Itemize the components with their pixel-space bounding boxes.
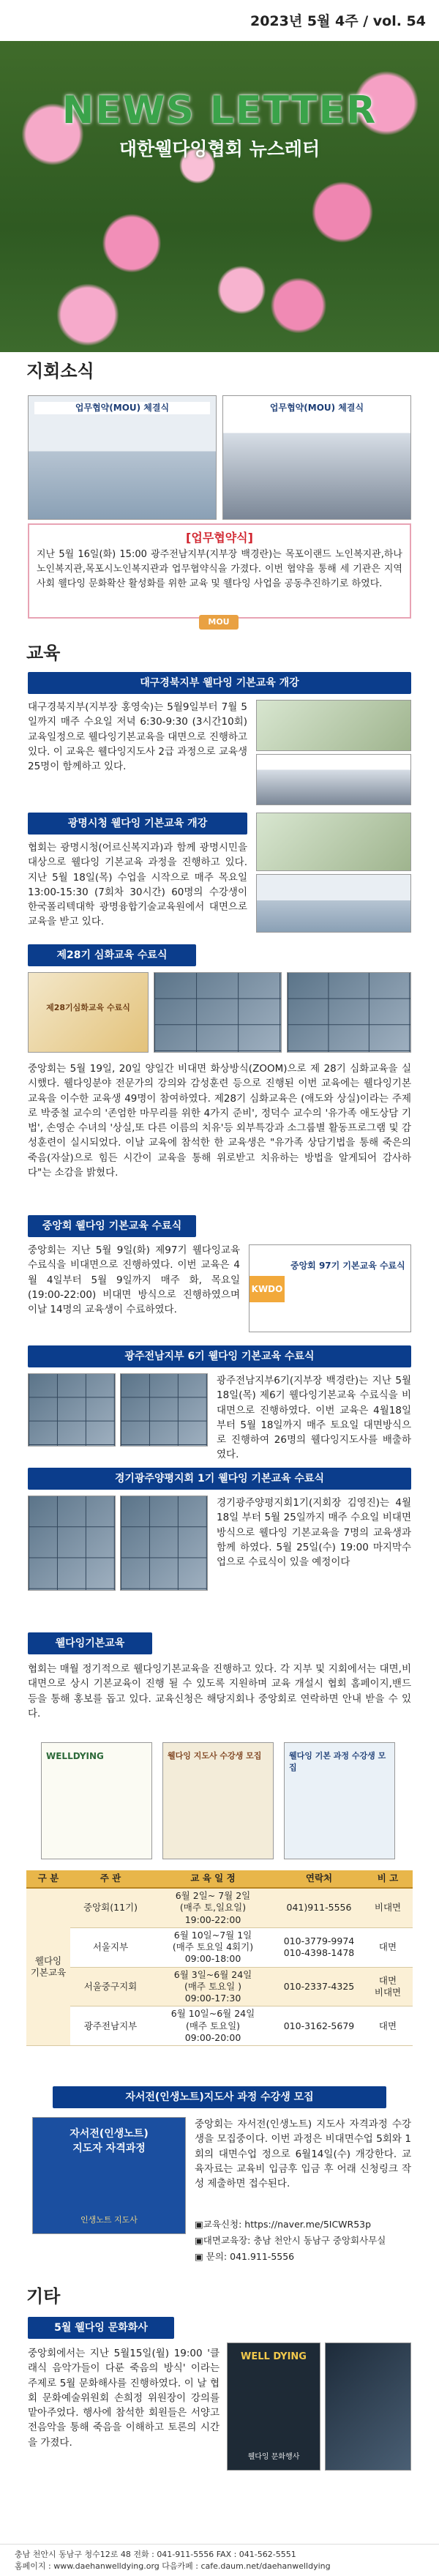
- table-cell-contact: 010-3779-9974 010-4398-1478: [275, 1927, 363, 1967]
- edu5-title: 광주전남지부 6기 웰다잉 기본교육 수료식: [28, 1345, 411, 1367]
- edu8-office: ▣대면교육장: 충남 천안시 동남구 중앙회사무실: [195, 2235, 386, 2246]
- newsletter-title: NEWS LETTER: [61, 89, 378, 132]
- mou-photo-1-banner: 업무협약(MOU) 체결식: [34, 402, 210, 414]
- edu2-title: 광명시청 웰다잉 기본교육 개강: [28, 813, 247, 835]
- etc1-photo: [325, 2342, 411, 2471]
- edu4-photo-banner: 중앙회 97기 기본교육 수료식: [290, 1261, 405, 1271]
- edu4-title: 중앙회 웰다잉 기본교육 수료식: [28, 1215, 196, 1237]
- edu7-poster-1-title: WELLDYING: [46, 1751, 104, 1761]
- edu3-title: 제28기 심화교육 수료식: [28, 944, 196, 966]
- table-cell-host: 서울지부: [70, 1927, 151, 1967]
- section-heading-news: 지회소식: [26, 361, 94, 381]
- table-cell-contact: 010-2337-4325: [275, 1967, 363, 2006]
- edu8-poster-sub: 인생노트 지도사: [80, 2215, 138, 2225]
- footer-links[interactable]: 홈페이지 : www.daehanwelldying.org 다음카페 : cafe.daum.net/daehanwelldying: [15, 2561, 331, 2571]
- edu6-photo-2: [120, 1496, 208, 1591]
- etc1-title: 5월 웰다잉 문화화사: [28, 2317, 174, 2339]
- edu1-body: 대구경북지부(지부장 홍영숙)는 5월9일부터 7월 5일까지 매주 수요일 저녁 6:30-9:30 (3시간10회)교육일정으로 웰다잉기본교육을 대면으로 진행하고 있다. 이 교육은 웰다잉지도사 2급 과정으로 교육생 25명이 함께하고 있다.: [28, 701, 247, 772]
- edu2-photo-1: [256, 813, 411, 871]
- table-row: [26, 1927, 413, 1967]
- mou-photo-2-banner: 업무협약(MOU) 체결식: [229, 402, 405, 414]
- mou-tag: MOU: [199, 615, 239, 630]
- edu1-title: 대구경북지부 웰다잉 기본교육 개강: [28, 672, 411, 694]
- table-row: [26, 2006, 413, 2046]
- etc1-body: 중앙회에서는 지난 5월15일(월) 19:00 '클래식 음악가들이 다룬 죽음의 방식' 이라는 주제로 5월 문화해사를 진행하였다. 이 날 협회 문화예술위원회 손희정 위원장이 강의를 맡아주었다. 행사에 참석한 회원들은 서양고전음악을 통해 죽음을 이해하고 토론의 시간을 가졌다.: [28, 2348, 220, 2449]
- mou-body: 지난 5월 16일(화) 15:00 광주전남지부(지부장 백경란)는 목포이랜드 노인복지관,하나노인복지관,목포시노인복지관과 업무협약식을 가졌다. 이번 협약을 통해 세 기관은 지역사회 웰다잉 문화확산 활성화를 위한 교육 및 웰다잉 사업을 공동추진하기로 하였다.: [37, 549, 402, 590]
- edu7-poster-2: [162, 1742, 274, 1859]
- edu8-body: 중앙회는 자서전(인생노트) 지도사 자격과정 수강생을 모집중이다. 이번 과정은 비대면수업 5회와 1회의 대면수업 정으로 6월14일(수) 개강한다. 교육자료는 교육비 입금후 입금 후 어래 신청링크 작성 제출하면 접수된다.: [195, 2118, 411, 2189]
- table-header-contact: 연락처: [275, 1870, 363, 1888]
- section-heading-etc: 기타: [26, 2286, 61, 2307]
- edu5-photo-1: [28, 1373, 116, 1446]
- table-cell-host: 서울중구지회: [70, 1967, 151, 2006]
- edu7-poster-3: [284, 1742, 395, 1859]
- edu8-poster: [32, 2117, 186, 2234]
- table-cell-contact: 041)911-5556: [275, 1888, 363, 1927]
- edu6-photo-1: [28, 1496, 116, 1591]
- edu5-body: 광주전남지부6기(지부장 백경란)는 지난 5월18일(목) 제6기 웰다잉기본교육 수료식을 비대면으로 진행하였다. 이번 교육은 4월18일 부터 5월 18일까지 매주 토요일 대면방식으로 진행하여 26명의 웰다잉지도사를 배출하였다.: [217, 1375, 411, 1461]
- issue-label: 2023년 5월 4주 / vol. 54: [249, 13, 426, 29]
- mou-photo-1: [28, 395, 217, 520]
- edu7-poster-1: [41, 1742, 152, 1859]
- table-header-note: 비 고: [363, 1870, 413, 1888]
- table-cell-contact: 010-3162-5679: [275, 2006, 363, 2046]
- newsletter-subtitle: 대한웰다잉협회 뉴스레터: [119, 138, 320, 160]
- table-cell-host: 중앙회(11기): [70, 1888, 151, 1927]
- etc1-poster-title: WELL DYING: [241, 2351, 307, 2362]
- table-cell-note: 대면: [363, 2006, 413, 2046]
- mou-article: [28, 523, 411, 619]
- table-cell-schedule: 6월 2일~ 7월 2일 (매주 토,일요일) 19:00-22:00: [151, 1888, 275, 1927]
- hero-banner: [0, 41, 439, 352]
- table-row: [26, 1888, 413, 1927]
- edu7-body: 협회는 매월 정기적으로 웰다잉기본교육을 진행하고 있다. 각 지부 및 지회에서는 대면,비대면으로 상시 기본교육이 진행 될 수 있도록 지원하며 교육 개설시 협회 홈페이지,밴드 등을 통해 홍보를 돕고 있다. 교육신청은 해당지회나 중앙회로 연락하면 안내 받을 수 있다.: [28, 1663, 411, 1720]
- etc1-poster: [227, 2342, 320, 2471]
- footer: [0, 2544, 439, 2576]
- section-heading-edu: 교육: [26, 643, 61, 663]
- mou-photo-2: [222, 395, 411, 520]
- mou-title: [업무협약식]: [186, 531, 253, 545]
- edu3-photo-banner: 제28기심화교육 수료식: [46, 1003, 130, 1012]
- footer-address: 충남 천안시 동남구 청수12로 48 전화 : 041-911-5556 FAX : 041-562-5551: [15, 2550, 296, 2559]
- edu4-photo: [249, 1244, 411, 1332]
- edu7-poster-2-title: 웰다잉 지도사 수강생 모집: [168, 1751, 262, 1761]
- edu3-photo-2: [154, 972, 282, 1053]
- table-region: 웰다잉 기본교육: [26, 1888, 70, 2046]
- table-cell-schedule: 6월 10일~6월 24일 (매주 토요일) 09:00-20:00: [151, 2006, 275, 2046]
- edu3-photo-1: [28, 972, 149, 1053]
- edu5-photo-2: [120, 1373, 208, 1446]
- edu8-link[interactable]: ▣교육신청: https://naver.me/5ICWR53p: [195, 2219, 372, 2230]
- table-cell-schedule: 6월 10일~7월 1일 (매주 토요일 4회기) 09:00-18:00: [151, 1927, 275, 1967]
- edu6-title: 경기광주양평지회 1기 웰다잉 기본교육 수료식: [28, 1468, 411, 1490]
- table-header-type: 구 분: [26, 1870, 70, 1888]
- table-header-host: 주 관: [70, 1870, 151, 1888]
- table-cell-note: 대면 비대면: [363, 1967, 413, 2006]
- edu8-title: 자서전(인생노트)지도사 과정 수강생 모집: [53, 2086, 386, 2108]
- table-row: [26, 1967, 413, 2006]
- edu2-body: 협회는 광명시청(어르신복지과)과 함께 광명시민을 대상으로 웰다잉 기본교육 과정을 진행하고 있다. 지난 5월 18일(목) 수업을 시작으로 매주 목요일 13:00-15:30 (7회차 30시간) 60명의 수강생이 한국폴리텍대학 광명융합기술교육원에서 대면으로 교육을 받고 있다.: [28, 842, 247, 928]
- edu3-photo-3: [287, 972, 411, 1053]
- edu6-body: 경기광주양평지회1기(지회장 김영진)는 4월18일 부터 5월 25일까지 매주 수요일 비대면 방식으로 웰다잉 기본교육을 7명의 교육생과 함께 하였다. 5월 25일(수) 19:00 마지막수업으로 수료식이 있을 예정이다: [217, 1497, 411, 1568]
- edu2-photo-2: [256, 874, 411, 933]
- table-cell-note: 비대면: [363, 1888, 413, 1927]
- schedule-table: [26, 1870, 413, 2046]
- table-cell-host: 광주전남지부: [70, 2006, 151, 2046]
- kwdo-logo: KWDO: [249, 1276, 285, 1302]
- etc1-poster-sub: 웰다잉 문화행사: [247, 2452, 300, 2461]
- edu7-poster-3-title: 웰다잉 기본 과정 수강생 모집: [289, 1751, 386, 1772]
- edu8-poster-title: 자서전(인생노트) 지도자 자격과정: [70, 2128, 149, 2155]
- edu3-body: 중앙회는 5월 19일, 20일 양일간 비대면 화상방식(ZOOM)으로 제 28기 심화교육을 실시했다. 웰다잉분야 전문가의 강의와 감성훈련 등으로 진행된 이번 교육에는 웰다잉기본교육을 이수한 교육생 49명이 참여하였다. 제28기 심화교육은 (애도와 상실)이라는 주제로 박중철 교수의 '존엄한 마무리를 위한 4가지 준비', 정덕수 교수의 '유가족 애도상담 기법', 손영순 수녀의 '상실,또 다른 이름의 치유'등 외부특강과 소그룹별 활동프로그램 및 감성훈련이 실시되었다. 이날 교육에 참석한 한 교육생은 "유가족 상담기법을 통해 죽은의 죽음(자살)으로 힘든 시간이 교육을 통해 위로받고 치유하는 방법을 알게되어 감사하다"는 소감을 밝혔다.: [28, 1063, 411, 1179]
- table-cell-schedule: 6월 3일~6월 24일 (매주 토요일 ) 09:00-17:30: [151, 1967, 275, 2006]
- table-cell-note: 대면: [363, 1927, 413, 1967]
- edu7-title: 웰다잉기본교육: [28, 1632, 152, 1654]
- edu4-body: 중앙회는 지난 5월 9일(화) 제97기 웰다잉교육 수료식을 비대면으로 진행하였다. 이번 교육은 4월 4일부터 5월 9일까지 매주 화, 목요일 (19:00-22:00) 비대면 방식으로 진행하였으며 이날 14명의 교육생이 수료하였다.: [28, 1244, 240, 1315]
- edu1-photo-2: [256, 754, 411, 805]
- edu1-photo-1: [256, 700, 411, 751]
- issue-bar: [0, 0, 439, 41]
- table-header-schedule: 교 육 일 정: [151, 1870, 275, 1888]
- edu8-phone: ▣ 문의: 041.911-5556: [195, 2251, 295, 2262]
